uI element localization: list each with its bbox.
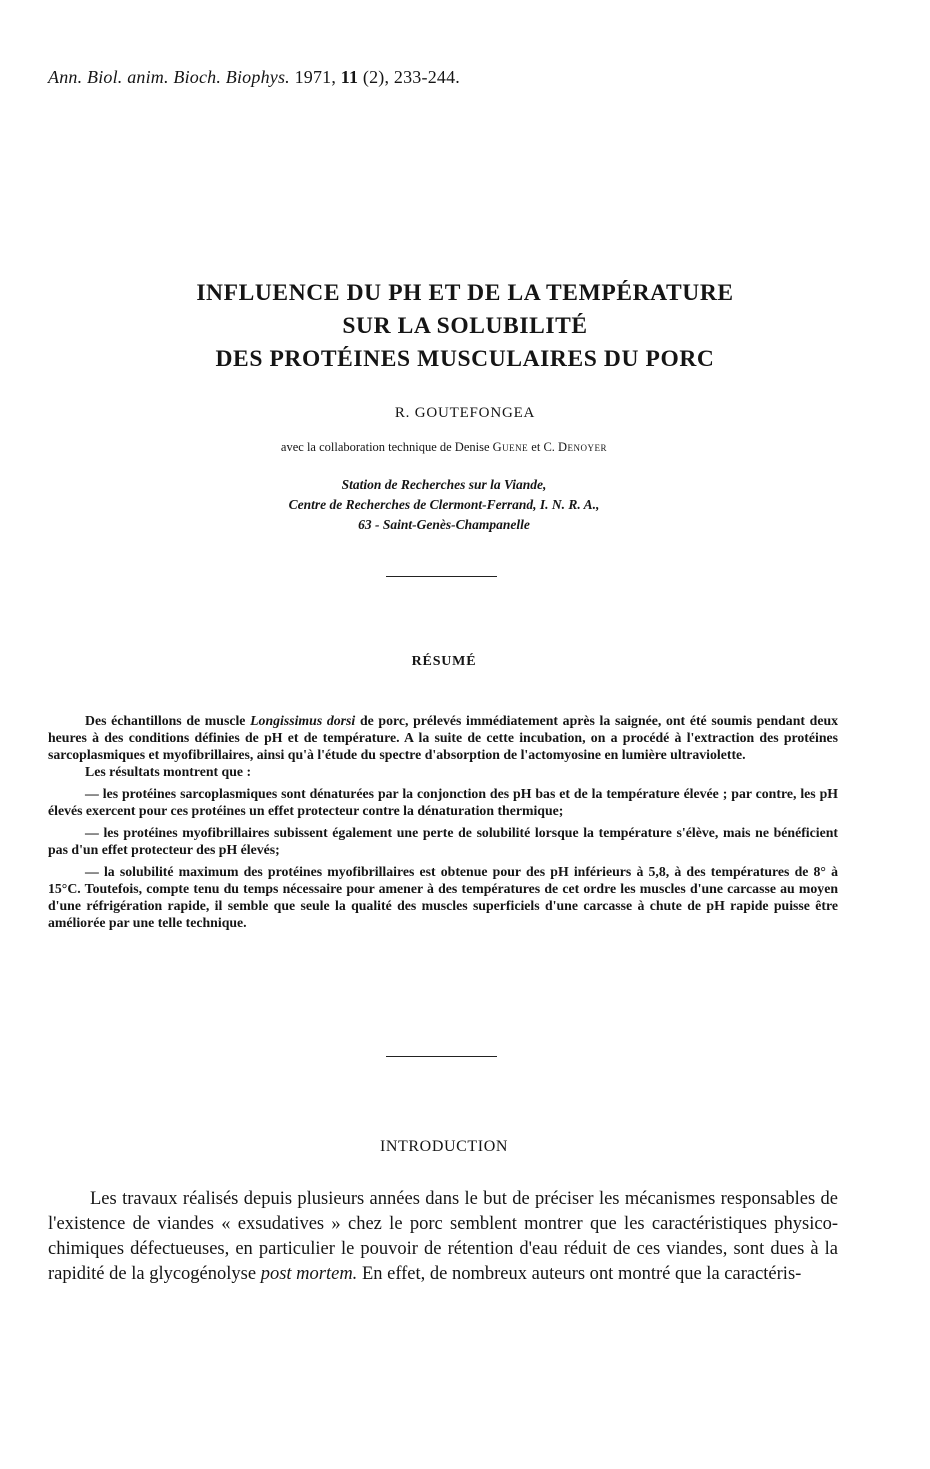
intro-text: Les travaux réalisés depuis plusieurs années dans le but de préciser les mécanismes responsables de l'existence de viandes « exsudatives » chez le porc semblent montrer que les caractéristiques physico-chimiques défectueuses, en particulier le pouvoir de rétention d'eau réduit de ces viandes, sont dues à la rapidité de la glycogénolyse	[48, 1189, 838, 1284]
introduction-body	[48, 1187, 838, 1287]
abstract-paragraph: Les résultats montrent que :	[85, 764, 252, 779]
journal-name: Ann. Biol. anim. Bioch. Biophys.	[48, 67, 290, 87]
affiliation-line: Centre de Recherches de Clermont-Ferrand, I. N. R. A.,	[288, 497, 600, 512]
intro-italic: post mortem.	[260, 1264, 358, 1284]
journal-year: 1971,	[294, 67, 337, 87]
journal-issue-pages: (2), 233-244.	[362, 67, 460, 87]
abstract-paragraph: — les protéines myofibrillaires subissent également une perte de solubilité lorsque la température s'élève, mais ne bénéficient pas d'un effet protecteur des pH élevés;	[48, 825, 838, 857]
article-title	[0, 277, 930, 376]
abstract-text: de porc, prélevés immédiatement après la saignée, ont été soumis pendant deux heures à des conditions définies de pH et de température. A la suite de cette incubation, on a procédé à l'extraction des protéines sarcoplasmiques et myofibrillaires, ainsi qu'à l'étude du spectre d'absorption de l'actomyosine en lumière ultraviolette.	[48, 713, 839, 762]
collaborator-name: Denoyer	[558, 440, 608, 454]
author-name: R. GOUTEFONGEA	[394, 405, 536, 421]
abstract	[48, 712, 838, 931]
title-line: INFLUENCE DU PH ET DE LA TEMPÉRATURE	[196, 280, 734, 306]
affiliation-line: 63 - Saint-Genès-Champanelle	[358, 517, 530, 532]
introduction-heading: INTRODUCTION	[379, 1138, 509, 1155]
collaborator-name: Guene	[492, 440, 529, 454]
collaboration-line	[0, 440, 888, 455]
section-divider	[386, 576, 497, 577]
affiliation-line: Station de Recherches sur la Viande,	[341, 477, 547, 492]
section-divider	[386, 1056, 497, 1057]
title-line: SUR LA SOLUBILITÉ	[342, 313, 588, 339]
intro-text: En effet, de nombreux auteurs ont montré que la caractéris-	[361, 1264, 802, 1284]
affiliation	[0, 475, 888, 535]
abstract-paragraph: — les protéines sarcoplasmiques sont dénaturées par la conjonction des pH bas et de la température élevée ; par contre, les pH élevés exercent pour ces protéines un effet protecteur contre la dénaturation thermique;	[48, 786, 838, 818]
journal-citation	[48, 67, 460, 88]
abstract-paragraph: — la solubilité maximum des protéines myofibrillaires est obtenue pour des pH inférieurs à 5,8, à des températures de 8° à 15°C. Toutefois, compte tenu du temps nécessaire pour amener à des températures de cet ordre les muscles d'une carcasse au moyen d'une réfrigération rapide, il semble que seule la qualité des muscles superficiels d'une carcasse à chute de pH rapide puisse être améliorée par une telle technique.	[48, 864, 838, 930]
abstract-text: Des échantillons de muscle	[85, 713, 246, 728]
journal-volume: 11	[340, 67, 359, 87]
species-name: Longissimus dorsi	[250, 713, 356, 728]
title-line: DES PROTÉINES MUSCULAIRES DU PORC	[215, 346, 715, 372]
collaboration-prefix: avec la collaboration technique de Denise	[280, 440, 490, 454]
collaboration-conjunction: et C.	[531, 440, 555, 454]
abstract-paragraph	[48, 712, 838, 763]
resume-heading: RÉSUMÉ	[411, 654, 477, 669]
introduction-paragraph	[48, 1187, 838, 1287]
